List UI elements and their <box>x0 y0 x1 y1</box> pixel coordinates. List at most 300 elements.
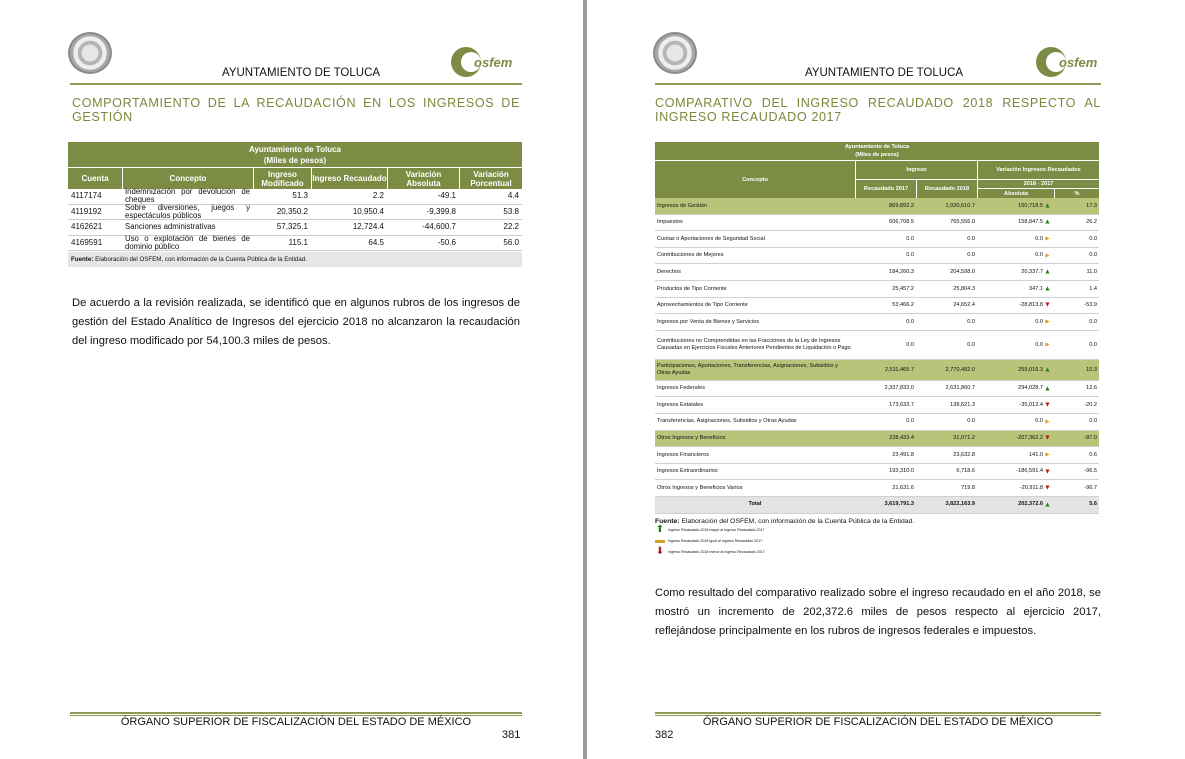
cell-absoluta-text: 20,337.7 <box>1021 268 1043 275</box>
cell-absoluta-text: 141.0 <box>1029 451 1043 458</box>
cell-absoluta: -49.1 <box>437 191 456 201</box>
body-paragraph: De acuerdo a la revisión realizada, se identificó que en algunos rubros de los ingresos de gestión del Estado Analítico de Ingresos del ejercicio 2018 no alcanzaron la recaudación del ingreso modificado por 54,100.3 miles de pesos. <box>72 297 520 347</box>
cell-pct-text: 5.6 <box>1089 501 1097 508</box>
cell-rec2017 <box>855 367 916 374</box>
cell-pct-text: 0.0 <box>1089 252 1097 259</box>
source-label: Fuente: <box>655 517 680 525</box>
cell-rec2017-text: 53,466.2 <box>892 302 914 309</box>
cell-concepto-text: Ingresos Estatales <box>657 401 704 408</box>
cell-porcentual: 56.0 <box>503 237 519 247</box>
cell-pct <box>1053 452 1099 459</box>
table-caption <box>655 142 1099 160</box>
osfem-logo-icon <box>450 42 520 82</box>
cell-rec2017 <box>855 418 916 425</box>
cell-pct <box>1053 402 1099 409</box>
col-header: Concepto <box>122 168 253 189</box>
cell-concepto <box>655 302 855 309</box>
cell-rec2017-text: 0.0 <box>906 341 914 348</box>
arrow-up-icon: ▲ <box>1044 268 1051 276</box>
svg-text:osfem: osfem <box>1059 55 1098 70</box>
cell-porcentual: 53.8 <box>503 206 519 216</box>
cell-pct <box>1053 203 1099 210</box>
cell-rec2017-text: 173,633.7 <box>889 401 914 408</box>
cell-rec2018 <box>916 501 977 508</box>
cell-pct-text: 12.6 <box>1086 385 1097 392</box>
cell-pct-text: -20.2 <box>1084 401 1097 408</box>
cell-modificado: 51.3 <box>292 191 308 201</box>
cell-cuenta: 4169591 <box>71 237 103 247</box>
cell-rec2017 <box>855 435 916 442</box>
cell-rec2018-text: 31,071.2 <box>953 435 975 442</box>
cell-rec2018-text: 23,632.8 <box>953 451 975 458</box>
body-paragraph: Como resultado del comparativo realizado sobre el ingreso recaudado en el año 2018, se mostró un incremento de 202,372.6 miles de pesos respecto al ejercicio 2017, reflejándose principalmente en los rubros de ingresos federales e impuestos. <box>655 587 1101 637</box>
cell-rec2017 <box>855 286 916 293</box>
cell-pct <box>1053 236 1099 243</box>
col-header-ingreso-label: Ingreso <box>856 161 977 180</box>
cell-rec2017-text: 0.0 <box>906 252 914 259</box>
table-caption-units: (Miles de pesos) <box>855 152 899 158</box>
cell-absoluta <box>977 252 1053 259</box>
cell-rec2017 <box>855 302 916 309</box>
col-header: Ingreso Recaudado <box>311 168 387 189</box>
cell-concepto-text: Contribuciones de Mejores <box>657 252 724 259</box>
cell-rec2017 <box>855 236 916 243</box>
arrow-equal-icon: ► <box>1044 451 1051 459</box>
arrow-up-icon: ▲ <box>1044 385 1051 393</box>
cell-absoluta-text: 0.0 <box>1035 235 1043 242</box>
cell-pct-text: 0.0 <box>1089 318 1097 325</box>
table-row <box>68 233 522 252</box>
cell-pct <box>1053 219 1099 226</box>
cell-concepto: Uso o explotación de bienes de dominio público <box>125 233 250 251</box>
table-caption-title: Ayuntamiento de Toluca <box>248 145 341 154</box>
cell-rec2018-text: 0.0 <box>967 235 975 242</box>
cell-rec2017 <box>855 269 916 276</box>
cell-recaudado: 10,950.4 <box>352 206 384 216</box>
cell-rec2018-text: 0.0 <box>967 341 975 348</box>
cell-pct <box>1053 302 1099 309</box>
legend-item <box>655 525 1099 536</box>
cell-absoluta-text: -186,591.4 <box>1016 468 1043 475</box>
cell-absoluta-text: 347.1 <box>1029 285 1043 292</box>
cell-rec2017-text: 21,631.6 <box>892 484 914 491</box>
cell-rec2018 <box>916 319 977 326</box>
cell-absoluta <box>977 203 1053 210</box>
table-row <box>655 264 1099 281</box>
arrow-equal-icon: ► <box>1044 252 1051 260</box>
cell-rec2017 <box>855 485 916 492</box>
cell-recaudado: 64.5 <box>368 237 384 247</box>
cell-pct <box>1053 286 1099 293</box>
arrow-down-icon: ⬇ <box>655 546 665 557</box>
cell-concepto-text: Ingresos de Gestión <box>657 202 708 209</box>
cell-absoluta-text: 294,028.7 <box>1018 385 1043 392</box>
cell-absoluta: -50.6 <box>437 237 456 247</box>
arrow-down-icon: ▼ <box>1044 301 1051 309</box>
cell-rec2017 <box>855 385 916 392</box>
cell-rec2017 <box>855 501 916 508</box>
cell-absoluta <box>977 342 1053 349</box>
cell-rec2018 <box>916 302 977 309</box>
cell-rec2018-text: 0.0 <box>967 252 975 259</box>
table-row <box>655 497 1099 514</box>
cell-pct-text: -87.0 <box>1084 435 1097 442</box>
cell-rec2018 <box>916 367 977 374</box>
recaudacion-table <box>68 142 522 267</box>
cell-rec2017-text: 606,708.5 <box>889 219 914 226</box>
source-text: Elaboración del OSFEM, con información de la Cuenta Pública de la Entidad. <box>681 517 915 525</box>
svg-text:osfem: osfem <box>474 55 513 70</box>
cell-concepto-text: Contribuciones no Comprendidas en las Fracciones de la Ley de Ingresos Causadas en Ejercicios Fiscales Anteriores Pendientes de Liquidación o Pago <box>657 338 851 351</box>
cell-rec2018-text: 138,621.3 <box>950 401 975 408</box>
cell-rec2018 <box>916 385 977 392</box>
arrow-equal-icon: ► <box>1044 318 1051 326</box>
cell-absoluta <box>977 385 1053 392</box>
table-row <box>655 414 1099 431</box>
source-text: Elaboración del OSFEM, con información de la Cuenta Pública de la Entidad. <box>95 256 307 263</box>
cell-rec2018 <box>916 269 977 276</box>
arrow-up-icon: ▲ <box>1044 202 1051 210</box>
comparativo-table <box>655 142 1099 558</box>
cell-pct <box>1053 269 1099 276</box>
cell-concepto <box>655 452 855 459</box>
col-header-variacion-label: Variación Ingresos Recaudados <box>978 161 1099 180</box>
col-header-periodo: 2018 - 2017 <box>978 180 1099 189</box>
cell-concepto: Sobre diversiones, juegos y espectáculos públicos <box>125 202 250 220</box>
cell-concepto <box>655 252 855 259</box>
cell-concepto <box>655 236 855 243</box>
cell-rec2018 <box>916 418 977 425</box>
table-row <box>655 480 1099 497</box>
cell-concepto <box>655 385 855 392</box>
table-row <box>68 202 522 221</box>
table-caption-units: (Miles de pesos) <box>263 156 327 165</box>
arrow-equal-icon: ► <box>1044 235 1051 243</box>
table-row <box>655 447 1099 464</box>
col-header-rec2018: Recaudado 2018 <box>916 180 977 198</box>
cell-pct <box>1053 418 1099 425</box>
cell-absoluta-text: 0.0 <box>1035 341 1043 348</box>
cell-rec2017 <box>855 402 916 409</box>
cell-rec2018 <box>916 435 977 442</box>
cell-pct <box>1053 435 1099 442</box>
table-row <box>655 198 1099 215</box>
cell-cuenta: 4119192 <box>71 206 102 216</box>
cell-pct <box>1053 342 1099 349</box>
cell-rec2017-text: 25,457.2 <box>892 285 914 292</box>
table-row <box>655 298 1099 315</box>
cell-recaudado: 2.2 <box>372 191 384 201</box>
header-rule <box>655 83 1101 85</box>
cell-pct-text: 0.0 <box>1089 418 1097 425</box>
cell-rec2017 <box>855 452 916 459</box>
cell-rec2017 <box>855 468 916 475</box>
arrow-down-icon: ▼ <box>1044 484 1051 492</box>
cell-concepto-text: Aprovechamientos de Tipo Corriente <box>657 302 748 309</box>
cell-rec2018 <box>916 468 977 475</box>
cell-absoluta <box>977 485 1053 492</box>
cell-pct-text: 1.4 <box>1089 285 1097 292</box>
cell-rec2018-text: 0.0 <box>967 318 975 325</box>
cell-concepto-text: Participaciones, Aportaciones, Transferencias, Asignaciones, Subsidios y Otras Ayudas <box>657 363 838 376</box>
cell-rec2017 <box>855 219 916 226</box>
cell-concepto <box>655 286 855 293</box>
source-label: Fuente: <box>71 256 94 263</box>
cell-pct <box>1053 367 1099 374</box>
cell-porcentual: 4.4 <box>507 191 519 201</box>
cell-rec2017-text: 0.0 <box>906 318 914 325</box>
cell-rec2018-text: 765,556.0 <box>950 219 975 226</box>
cell-concepto-text: Transferencias, Asignaciones, Subsidios y Otras Ayudas <box>657 418 797 425</box>
cell-rec2017 <box>855 342 916 349</box>
cell-modificado: 20,350.2 <box>276 206 308 216</box>
table-row <box>655 431 1099 448</box>
cell-pct-text: 0.0 <box>1089 341 1097 348</box>
cell-pct-text: -53.9 <box>1084 302 1097 309</box>
cell-absoluta-text: 150,718.5 <box>1018 202 1043 209</box>
cell-absoluta-text: 0.0 <box>1035 418 1043 425</box>
cell-absoluta: -44,600.7 <box>422 222 456 232</box>
col-header-variacion <box>977 161 1099 198</box>
cell-rec2018-text: 1,020,610.7 <box>945 202 975 209</box>
cell-absoluta: -9,399.8 <box>426 206 456 216</box>
table-row <box>655 248 1099 265</box>
page-footer: ÓRGANO SUPERIOR DE FISCALIZACIÓN DEL ESTADO DE MÉXICO <box>120 716 472 728</box>
cell-modificado: 57,325.1 <box>276 222 308 232</box>
col-header-pct: % <box>1054 189 1099 198</box>
cell-porcentual: 22.2 <box>503 222 519 232</box>
page-number: 381 <box>502 729 521 741</box>
table-row <box>655 331 1099 360</box>
col-header: Variación Porcentual <box>459 168 522 189</box>
cell-concepto: Sanciones administrativas <box>125 222 216 232</box>
cell-concepto-text: Cuotas o Aportaciones de Seguridad Social <box>657 235 765 242</box>
cell-concepto <box>655 418 855 425</box>
cell-rec2018-text: 204,598.0 <box>950 268 975 275</box>
cell-pct-text: -96.7 <box>1084 484 1097 491</box>
cell-concepto <box>655 501 855 508</box>
cell-rec2017-text: 869,892.2 <box>889 202 914 209</box>
cell-absoluta <box>977 236 1053 243</box>
cell-pct-text: -96.5 <box>1084 468 1097 475</box>
state-seal-icon <box>653 32 697 74</box>
cell-rec2018 <box>916 402 977 409</box>
table-header <box>68 167 522 189</box>
table-row <box>655 397 1099 414</box>
cell-pct <box>1053 319 1099 326</box>
cell-rec2018-text: 719.8 <box>961 484 975 491</box>
cell-absoluta-text: 259,016.3 <box>1018 366 1043 373</box>
cell-absoluta-text: 158,847.5 <box>1018 219 1043 226</box>
cell-rec2018-text: 24,652.4 <box>953 302 975 309</box>
cell-absoluta <box>977 501 1053 508</box>
legend-text: Ingreso Recaudado 2018 mayor al Ingreso Recaudado 2017 <box>668 528 765 532</box>
cell-rec2018 <box>916 485 977 492</box>
page-381 <box>0 0 583 759</box>
cell-absoluta <box>977 468 1053 475</box>
arrow-down-icon: ▼ <box>1044 434 1051 442</box>
page-footer: ÓRGANO SUPERIOR DE FISCALIZACIÓN DEL ESTADO DE MÉXICO <box>702 716 1054 728</box>
arrow-down-icon: ▼ <box>1044 468 1051 476</box>
arrow-up-icon: ▲ <box>1044 285 1051 293</box>
cell-concepto-text: Productos de Tipo Corriente <box>657 285 727 292</box>
cell-concepto <box>655 219 855 226</box>
cell-pct-text: 17.3 <box>1086 202 1097 209</box>
cell-concepto <box>655 338 855 351</box>
table-row <box>655 215 1099 232</box>
cell-concepto <box>655 319 855 326</box>
cell-pct <box>1053 252 1099 259</box>
cell-absoluta <box>977 402 1053 409</box>
cell-concepto <box>655 363 855 376</box>
cell-cuenta: 4117174 <box>71 191 102 201</box>
legend-item <box>655 536 1099 547</box>
cell-absoluta <box>977 219 1053 226</box>
cell-pct-text: 11.0 <box>1086 268 1097 275</box>
osfem-logo-icon <box>1035 42 1105 82</box>
cell-concepto-text: Otros Ingresos y Beneficios <box>657 435 726 442</box>
table-row <box>655 381 1099 398</box>
page-header: AYUNTAMIENTO DE TOLUCA <box>222 67 381 79</box>
col-header: Variación Absoluta <box>387 168 459 189</box>
cell-rec2017-text: 193,310.0 <box>889 468 914 475</box>
arrow-down-icon: ▼ <box>1044 401 1051 409</box>
cell-absoluta-text: -20,911.8 <box>1019 484 1043 491</box>
cell-concepto-text: Ingresos Extraordinarios <box>657 468 718 475</box>
cell-pct <box>1053 468 1099 475</box>
cell-concepto-text: Ingresos Financieros <box>657 451 709 458</box>
cell-rec2017 <box>855 203 916 210</box>
cell-rec2017-text: 0.0 <box>906 235 914 242</box>
table-source <box>68 252 522 267</box>
cell-pct-text: 0.0 <box>1089 235 1097 242</box>
arrow-up-icon: ▲ <box>1044 501 1051 509</box>
table-row <box>655 464 1099 481</box>
cell-rec2018-text: 3,822,163.9 <box>945 501 975 508</box>
cell-concepto: Indemnización por devolución de cheques <box>125 187 250 205</box>
cell-pct <box>1053 385 1099 392</box>
page-title: COMPARATIVO DEL INGRESO RECAUDADO 2018 RESPECTO AL INGRESO RECAUDADO 2017 <box>655 96 1101 124</box>
cell-pct-text: 10.3 <box>1086 366 1097 373</box>
legend-text: Ingreso Recaudado 2018 menor al Ingreso Recaudado 2017 <box>668 550 765 554</box>
arrow-up-icon: ⬆ <box>655 524 665 535</box>
cell-pct <box>1053 501 1099 508</box>
page-number: 382 <box>655 729 674 741</box>
cell-rec2018 <box>916 236 977 243</box>
cell-rec2018 <box>916 252 977 259</box>
cell-absoluta <box>977 319 1053 326</box>
cell-rec2018 <box>916 452 977 459</box>
table-caption <box>68 142 522 167</box>
cell-absoluta <box>977 435 1053 442</box>
cell-concepto-text: Total <box>748 501 762 508</box>
cell-absoluta <box>977 367 1053 374</box>
cell-concepto <box>655 435 855 442</box>
col-header-ingreso <box>855 161 977 198</box>
cell-absoluta-text: -207,362.2 <box>1016 435 1043 442</box>
cell-absoluta-text: -28,813.8 <box>1019 302 1043 309</box>
cell-rec2018-text: 2,770,482.0 <box>945 366 975 373</box>
page-header: AYUNTAMIENTO DE TOLUCA <box>805 67 964 79</box>
cell-rec2017-text: 2,511,465.7 <box>884 366 914 373</box>
cell-rec2018 <box>916 342 977 349</box>
table-header <box>655 160 1099 198</box>
cell-concepto-text: Derechos <box>657 268 681 275</box>
legend-text: Ingreso Recaudado 2018 igual al Ingreso Recaudado 2017 <box>668 539 763 543</box>
col-header: Ingreso Modificado <box>253 168 311 189</box>
cell-rec2017-text: 2,337,832.0 <box>884 385 914 392</box>
cell-rec2018-text: 2,631,860.7 <box>945 385 975 392</box>
table-caption-title: Ayuntamiento de Toluca <box>844 144 910 150</box>
cell-rec2017-text: 23,491.8 <box>892 451 914 458</box>
table-row <box>655 360 1099 381</box>
cell-rec2018-text: 0.0 <box>967 418 975 425</box>
col-header: Cuenta <box>81 174 109 183</box>
cell-absoluta <box>977 286 1053 293</box>
arrow-equal-icon: ► <box>1044 341 1051 349</box>
cell-absoluta-text: 202,372.6 <box>1018 501 1043 508</box>
cell-rec2018 <box>916 219 977 226</box>
cell-pct-text: 26.2 <box>1086 219 1097 226</box>
arrow-equal-icon: ► <box>1044 418 1051 426</box>
cell-pct-text: 0.6 <box>1089 451 1097 458</box>
arrow-up-icon: ▲ <box>1044 218 1051 226</box>
cell-absoluta <box>977 418 1053 425</box>
table-row <box>655 231 1099 248</box>
cell-absoluta-text: 0.0 <box>1035 252 1043 259</box>
col-header-absoluta: Absoluta <box>1004 190 1028 197</box>
cell-rec2018 <box>916 286 977 293</box>
cell-concepto <box>655 468 855 475</box>
cell-rec2018 <box>916 203 977 210</box>
cell-absoluta-text: 0.0 <box>1035 318 1043 325</box>
table-row <box>655 281 1099 298</box>
cell-absoluta <box>977 452 1053 459</box>
cell-concepto <box>655 269 855 276</box>
header-rule <box>70 83 522 85</box>
cell-rec2017 <box>855 319 916 326</box>
cell-cuenta: 4162621 <box>71 222 103 232</box>
cell-recaudado: 12,724.4 <box>352 222 384 232</box>
cell-rec2017 <box>855 252 916 259</box>
cell-rec2017-text: 0.0 <box>906 418 914 425</box>
cell-absoluta <box>977 269 1053 276</box>
state-seal-icon <box>68 32 112 74</box>
cell-concepto-text: Ingresos por Venta de Bienes y Servicios <box>657 318 759 325</box>
cell-rec2017-text: 3,619,791.3 <box>884 501 914 508</box>
col-header-rec2017: Recaudado 2017 <box>863 186 909 192</box>
legend-item <box>655 547 1099 558</box>
cell-concepto <box>655 402 855 409</box>
cell-concepto-text: Ingresos Federales <box>657 385 705 392</box>
cell-absoluta <box>977 302 1053 309</box>
col-header-concepto: Concepto <box>742 176 768 183</box>
cell-absoluta-text: -35,012.4 <box>1019 401 1043 408</box>
cell-concepto-text: Impuestos <box>657 219 683 226</box>
cell-concepto <box>655 203 855 210</box>
arrow-up-icon: ▲ <box>1044 366 1051 374</box>
cell-rec2018-text: 6,718.6 <box>956 468 975 475</box>
cell-concepto <box>655 485 855 492</box>
cell-rec2018-text: 25,804.3 <box>953 285 975 292</box>
table-source <box>655 518 1099 525</box>
page-title: COMPORTAMIENTO DE LA RECAUDACIÓN EN LOS INGRESOS DE GESTIÓN <box>72 96 520 124</box>
cell-modificado: 115.1 <box>288 237 308 247</box>
cell-rec2017-text: 184,260.3 <box>889 268 914 275</box>
legend <box>655 525 1099 558</box>
arrow-equal-icon: ▬ <box>655 535 665 546</box>
cell-concepto-text: Otros Ingresos y Beneficios Varios <box>657 484 743 491</box>
